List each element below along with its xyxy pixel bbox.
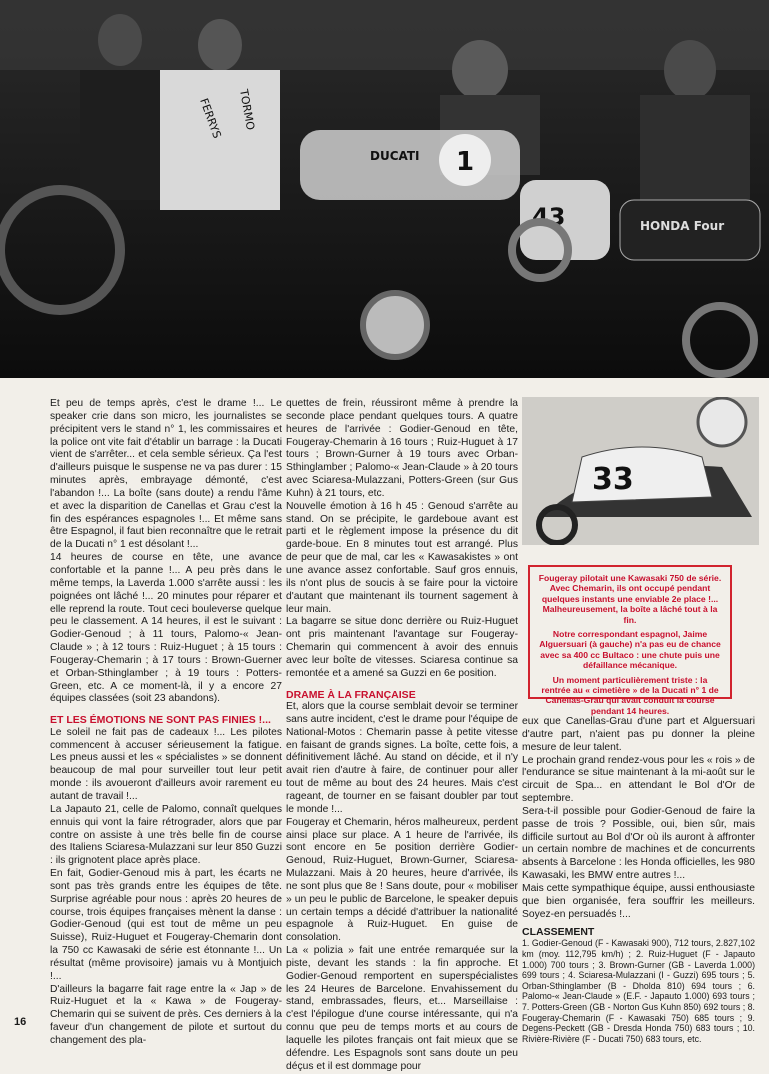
paragraph: Le soleil ne fait pas de cadeaux !... Les pilotes commencent à accuser sérieusement la fatigue. Les pneus aussi et les « spécialistes » se donnent beaucoup de mal pour surveiller tout leur petit monde : ils avoueront d'ailleurs avoir rarement eu autant de travail !... — [50, 726, 282, 802]
main-photo — [0, 0, 769, 378]
paragraph: En fait, Godier-Genoud mis à part, les écarts ne sont pas très grands entre les équipes de tête. Surprise agréable pour nous : après 20 heures de course, trois équipes françaises mènent la danse : Godier-Genoud (qui est tout de même un peu Suisse), Ruiz-Huguet et Fougeray-Chemarin dont la 750 cc Kawasaki de série est étonnante !... Un résultat (même provisoire) jamais vu à Montjuich !... — [50, 868, 282, 982]
paragraph: La Japauto 21, celle de Palomo, connaît quelques ennuis qui vont la faire rétrograder, alors que par contre on assiste à une très belle fin de course des Italiens Sciaresa-Mulazzani sur leur 850 Guzzi : ils grignotent place après place. — [50, 803, 282, 867]
bike-number: 43 — [532, 203, 566, 231]
paragraph: La « polizia » fait une entrée remarquée sur la piste, devant les stands : la fin approche. Et Godier-Genoud remportent en superspécialistes les 24 Heures de Barcelone. Envahissement du stand, embrassades, fleurs, et... Marseillaise : c'est l'épilogue d'une course intéressante, qui n'a connu que peu de temps morts et au cours de laquelle les pilotes français ont fait mieux que se défendre. Les Espagnols sont sans doute un peu déçus et il est dommage pour — [286, 945, 518, 1072]
jacket-text-1: FERRYS — [197, 96, 224, 141]
photo-caption-box — [528, 565, 732, 716]
paragraph: Nouvelle émotion à 16 h 45 : Genoud s'arrête au stand. On se précipite, le gardeboue avant est parti et le règlement impose la présence du dit garde-boue. En 8 minutes tout est arrangé. Plus de peur que de mal, car les « Kawasakistes » ont une avance assez confortable. Sauf gros ennuis, ils n'ont plus de soucis à se faire pour la victoire d'autant que maintenant ils tournent sagement à leur main. — [286, 500, 518, 615]
paragraph: Et, alors que la course semblait devoir se terminer sans autre incident, c'est le drame pour l'équipe de National-Motos : Chemarin passe à petite vitesse en faisant de grands signes. La boîte, cette fois, a définitivement lâché. Au stand on décide, et il n'y avait rien d'autre à faire, de continuer pour aller tout de même au bout des 24 heures. Mais c'est rageant, de tourner en se faisant doubler par tout le monde !... — [286, 701, 518, 815]
article-column-3 — [522, 716, 755, 1044]
section-heading: ET LES ÉMOTIONS NE SONT PAS FINIES !... — [50, 714, 271, 727]
results-list: 1. Godier-Genoud (F - Kawasaki 900), 712 tours, 2.827,102 km (moy. 112,795 km/h) ; 2. Ruiz-Huguet (F - Japauto 1.000) 700 tours ; 3. Brown-Gurner (GB - Laverda 1.000) 699 tours ; 4. Sciaresa-Mulazzani (I - Guzzi) 695 tours ; 5. Orban-Sthinglamber (B - Dholda 810) 694 tours ; 6. Palomo-« Jean-Claude » (E.F. - Japauto 1.000) 693 tours ; 7. Potters-Green (GB - Norton Gus Kuhn 850) 692 tours ; 8. Fougeray-Chemarin (F - Kawasaki 750) 685 tours ; 9. Degens-Peckett (GB - Dresda Honda 750) 683 tours ; 10. Rivière-Rivière (F - Ducati 750) 683 tours, etc. — [522, 938, 755, 1044]
bike-brand-honda: HONDA Four — [640, 219, 725, 233]
caption-text: Fougeray pilotait une Kawasaki 750 de série. Avec Chemarin, ils ont occupé pendant quelques instants une enviable 2e place !... Malheureusement, la boîte a lâché tout à la fin. — [538, 573, 722, 625]
paragraph: Fougeray et Chemarin, héros malheureux, perdent ainsi place sur place. A 1 heure de l'arrivée, ils sont encore en 5e position derrière Godier-Genoud, Ruiz-Huguet, Brown-Gurner, Sciaresa-Mulazzani. Mais à 20 heures, heure d'arrivée, ils ne sont plus que 8e ! Sans doute, pour « mobiliser » un peu le public de Barcelone, le speaker depuis un certain temps a décidé d'attribuer la nationalité espagnole à Ruiz-Huguet. En guise de consolation. — [286, 816, 518, 944]
caption-text: Un moment particulièrement triste : la rentrée au « cimetière » de la Ducati n° 1 de Canellas-Grau qui avait conduit la course pendant 14 heures. — [541, 674, 719, 716]
bike-brand-ducati: DUCATI — [370, 149, 420, 163]
jacket-text-2: TORMO — [237, 88, 257, 132]
paragraph: 14 heures de course en tête, une avance confortable et la panne !... A peu près dans le même temps, la Laverda 1.000 s'arrête aussi : les poignées ont lâché !... 20 minutes pour réparer et elle reprend la route. Tout ceci bouleverse quelque peu le classement. A 14 heures, il est le suivant : Godier-Genoud ; à 11 tours, Palomo-« Jean-Claude » ; à 12 tours : Ruiz-Huguet ; à 15 tours : Fougeray-Chemarin ; à 17 tours : Brown-Guerner et Orban-Sthinglamber ; à 19 tours : Potters-Green, etc. A ce moment-là, il y a encore 27 équipes classées (soit 23 abandons). — [50, 552, 282, 705]
results-heading: CLASSEMENT — [522, 925, 595, 938]
paragraph: Et peu de temps après, c'est le drame !... Le speaker crie dans son micro, les journalistes se précipitent vers le stand n° 1, les commissaires et la police ont vite fait d'établir un barrage : la Ducati vient de s'arrêter... et cela semble sérieux. Ça l'est d'ailleurs puisque le suspense ne va pas durer : 15 minutes après, embrayage démonté, c'est l'abandon !... La boîte (sans doute) a rendu l'âme et avec la disparition de Canellas et Grau c'est la fin des espérances espagnoles !... Et même sans être Espagnol, il faut bien reconnaître que le retrait de la Ducati n° 1 est désolant !... — [50, 398, 282, 551]
paragraph: La bagarre se situe donc derrière ou Ruiz-Huguet ont pris maintenant l'avantage sur Fougeray-Chemarin qui commencent à avoir des ennuis avec leur boîte de vitesses. Sciaresa continue sa remontée et a amené sa Guzzi en 6e position. — [286, 616, 518, 679]
section-heading: DRAME À LA FRANÇAISE — [286, 688, 416, 701]
paragraph: quettes de frein, réussiront même à prendre la seconde place pendant quelques tours. A quatre heures de l'arrivée : Godier-Genoud en tête, Fougeray-Chemarin à 16 tours ; Ruiz-Huguet à 17 tours ; Brown-Gurner à 19 tours avec Orban-Sthinglamber ; Palomo-« Jean-Claude » à 20 tours avec Sciaresa-Mulazzani, Potters-Green (sur Gus Kuhn) à 21 tours, etc. — [286, 398, 518, 499]
caption-text: Notre correspondant espagnol, Jaime Alguersuari (à gauche) n'a pas eu de chance avec sa 400 cc Bultaco : une chute puis une défaillance mécanique. — [539, 629, 721, 671]
race-number: 33 — [592, 462, 634, 497]
secondary-photo — [522, 397, 759, 545]
paragraph: Mais cette sympathique équipe, aussi enthousiaste que bien organisée, fera souffrir les meilleurs. Soyez-en persuadés !... — [522, 882, 755, 920]
paragraph: D'ailleurs la bagarre fait rage entre la « Jap » de Ruiz-Huguet et la « Kawa » de Fougeray-Chemarin qui se suivent de près. Ces derniers à la faveur d'un changement de pilote et surtout du changement des pla- — [50, 983, 282, 1046]
paragraph: Le prochain grand rendez-vous pour les « rois » de l'endurance se situe maintenant à la mi-août sur le circuit de Spa... en attendant le Bol d'Or de septembre. — [522, 754, 755, 805]
article-column-1 — [50, 398, 282, 1048]
helmet-number: 1 — [456, 147, 475, 177]
paragraph: eux que Canellas-Grau d'une part et Alguersuari d'autre part, n'aient pas pu donner la pleine mesure de leur talent. — [522, 716, 755, 753]
article-column-2 — [286, 398, 518, 1074]
paragraph: Sera-t-il possible pour Godier-Genoud de faire la passe de trois ? Possible, oui, bien sûr, mais difficile surtout au Bol d'Or où ils auront à affronter un certain nombre de machines et de concurrents absents à Barcelone : les Honda officielles, les 980 Kawasaki, les BMW entre autres !... — [522, 805, 755, 882]
page-number: 16 — [14, 1016, 27, 1028]
